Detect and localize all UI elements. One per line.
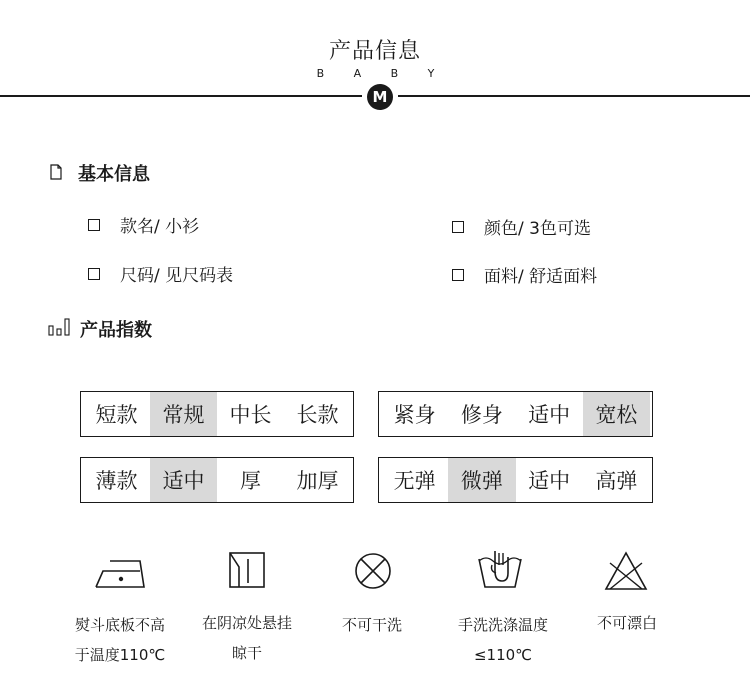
scale-option-selected: 适中 [150,458,217,502]
scale-option-selected: 宽松 [583,392,650,436]
scale-option: 厚 [240,469,261,493]
length-scale [80,391,354,437]
basic-info-heading: 基本信息 [78,164,150,185]
scale-option: 无弹 [393,469,436,493]
scale-option: 短款 [95,403,138,427]
care-label-wash: 手洗洗涤温度 ≤110℃ [457,616,548,664]
page-subtitle: B A B Y [316,67,448,80]
divider-right [398,95,750,97]
hand-wash-icon [470,549,530,593]
divider-left [0,95,362,97]
care-label-iron: 熨斗底板不高 于温度110℃ [74,616,166,664]
info-item-label: 面料/ 舒适面料 [484,267,598,287]
care-label-dry-clean: 不可干洗 [341,616,402,634]
info-item-label: 款名/ 小衫 [120,217,200,237]
bar-chart-icon [48,318,70,336]
info-item [452,262,597,287]
iron-low-temp-icon [90,549,150,593]
scale-option: 适中 [528,469,571,493]
scale-option: 适中 [528,403,571,427]
info-item-label: 颜色/ 3色可选 [484,219,591,239]
scale-option: 紧身 [393,403,436,427]
scale-option: 高弹 [595,469,638,493]
info-item [452,214,591,239]
scale-option: 长款 [296,403,339,427]
scale-option: 中长 [229,403,272,427]
scale-option: 修身 [460,403,503,427]
document-icon [50,164,62,180]
scale-option: 薄款 [95,469,138,493]
scale-option-selected: 常规 [150,392,217,436]
scale-option-selected: 微弹 [448,458,515,502]
checkbox-icon [452,269,464,281]
info-item-label: 尺码/ 见尺码表 [120,266,234,286]
info-item [88,212,199,237]
page-title: 产品信息 [328,39,421,64]
checkbox-icon [88,219,100,231]
size-badge: M [367,84,393,110]
line-dry-shade-icon [217,549,277,593]
care-label-dry: 在阴凉处悬挂 晾干 [201,614,292,662]
thickness-scale [80,457,354,503]
fit-scale [378,391,653,437]
checkbox-icon [88,268,100,280]
no-dry-clean-icon [343,549,403,593]
checkbox-icon [452,221,464,233]
care-label-bleach: 不可漂白 [596,614,657,632]
product-index-heading: 产品指数 [80,320,152,341]
scale-option: 加厚 [296,469,339,493]
no-bleach-icon [596,549,656,593]
info-item [88,261,233,286]
elasticity-scale [378,457,653,503]
